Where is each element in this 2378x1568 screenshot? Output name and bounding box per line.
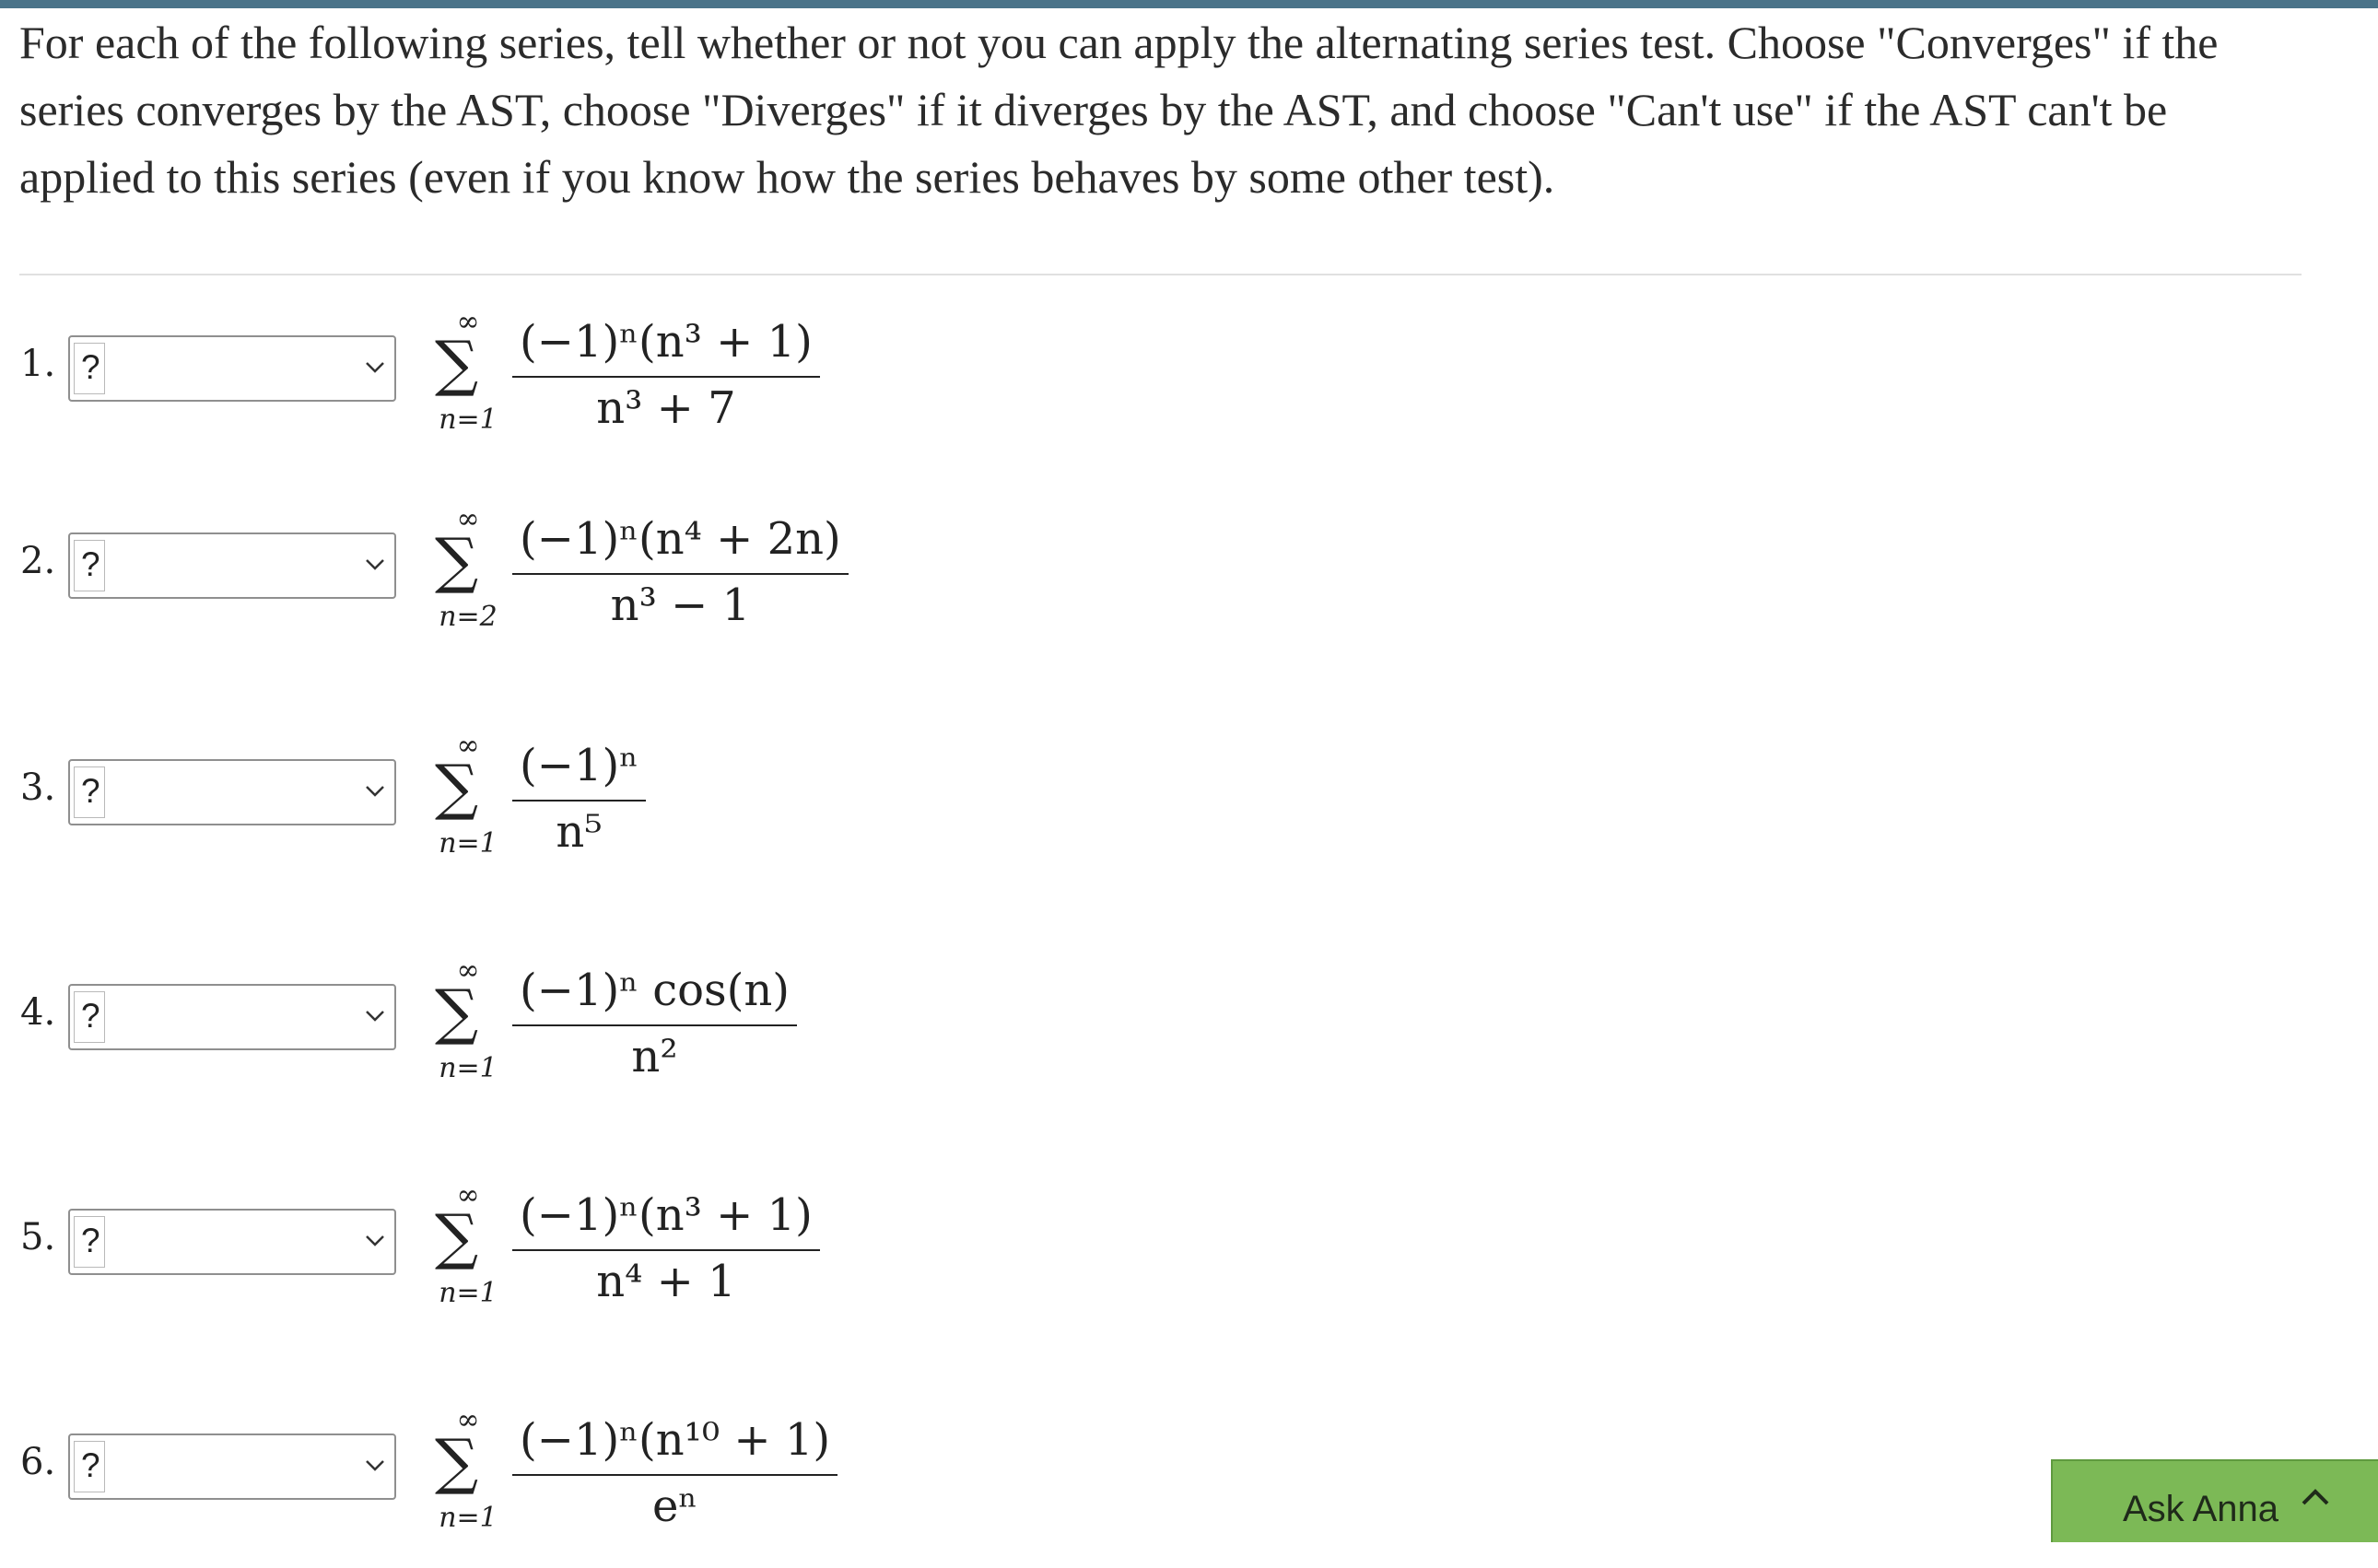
select-value: ? <box>81 997 100 1035</box>
sum-lower-limit: n=1 <box>439 404 498 436</box>
summation <box>431 728 514 894</box>
sum-lower-limit: n=1 <box>439 1277 498 1309</box>
sum-upper-limit: ∞ <box>456 503 480 535</box>
sum-upper-limit: ∞ <box>456 954 480 987</box>
problem-1 <box>0 304 921 470</box>
fraction <box>512 311 820 439</box>
problem-number: 1. <box>20 343 56 385</box>
instructions-text: For each of the following series, tell whether or not you can apply the alternating series test. Choose "Converges" if the series converges by the AST, choose "Diverges" if it diverges by the AST, and choose "Can't use" if the AST can't be applied to this series (even if you know how the series behaves by some other test). <box>19 17 2219 203</box>
denominator: n⁵ <box>556 806 603 858</box>
problem-5 <box>0 1177 921 1343</box>
answer-select-1[interactable] <box>68 335 396 402</box>
problem-number: 6. <box>20 1441 56 1483</box>
problem-3 <box>0 728 921 894</box>
problem-4 <box>0 953 921 1118</box>
chevron-down-icon <box>365 1459 385 1472</box>
numerator: (−1)ⁿ(n³ + 1) <box>520 316 813 368</box>
numerator: (−1)ⁿ <box>520 740 638 791</box>
ask-anna-label: Ask Anna <box>2123 1489 2279 1529</box>
chevron-down-icon <box>365 1010 385 1023</box>
denominator: eⁿ <box>651 1480 698 1532</box>
problem-number: 2. <box>20 540 56 582</box>
sum-upper-limit: ∞ <box>456 306 480 338</box>
numerator: (−1)ⁿ(n³ + 1) <box>520 1189 813 1241</box>
fraction <box>512 735 646 862</box>
select-value: ? <box>81 1222 100 1259</box>
chevron-down-icon <box>365 361 385 374</box>
top-accent-bar <box>0 0 2378 8</box>
chevron-down-icon <box>365 785 385 798</box>
fraction <box>512 960 797 1087</box>
select-value: ? <box>81 348 100 386</box>
problem-number: 5. <box>20 1216 56 1258</box>
answer-select-5[interactable] <box>68 1209 396 1275</box>
sigma-icon: ∑ <box>435 525 479 596</box>
denominator: n³ − 1 <box>610 579 751 631</box>
denominator: n² <box>631 1031 678 1082</box>
select-value: ? <box>81 545 100 583</box>
select-value: ? <box>81 1446 100 1484</box>
sigma-icon: ∑ <box>435 328 479 399</box>
sum-lower-limit: n=2 <box>439 601 498 633</box>
sum-upper-limit: ∞ <box>456 730 480 762</box>
answer-select-4[interactable] <box>68 984 396 1050</box>
summation <box>431 304 514 470</box>
select-value: ? <box>81 772 100 810</box>
problem-number: 3. <box>20 766 56 809</box>
sigma-icon: ∑ <box>435 1201 479 1272</box>
sum-upper-limit: ∞ <box>456 1404 480 1436</box>
problem-number: 4. <box>20 991 56 1034</box>
sum-lower-limit: n=1 <box>439 1052 498 1084</box>
divider <box>19 274 2302 275</box>
answer-select-3[interactable] <box>68 759 396 825</box>
numerator: (−1)ⁿ(n¹⁰ + 1) <box>520 1414 831 1466</box>
chevron-up-icon <box>2300 1487 2331 1507</box>
problem-2 <box>0 501 921 667</box>
numerator: (−1)ⁿ(n⁴ + 2n) <box>520 513 841 565</box>
answer-select-2[interactable] <box>68 532 396 599</box>
fraction <box>512 1410 838 1537</box>
denominator: n³ + 7 <box>596 382 736 434</box>
denominator: n⁴ + 1 <box>596 1256 736 1307</box>
sigma-icon: ∑ <box>435 1426 479 1497</box>
sum-lower-limit: n=1 <box>439 1502 498 1534</box>
ask-anna-button[interactable] <box>2051 1459 2378 1542</box>
fraction <box>512 1185 820 1312</box>
summation <box>431 1402 514 1568</box>
answer-select-6[interactable] <box>68 1433 396 1500</box>
chevron-down-icon <box>365 558 385 571</box>
sigma-icon: ∑ <box>435 977 479 1047</box>
sum-lower-limit: n=1 <box>439 827 498 860</box>
problem-6 <box>0 1402 921 1568</box>
chevron-down-icon <box>365 1235 385 1247</box>
numerator: (−1)ⁿ cos(n) <box>520 965 791 1016</box>
summation <box>431 501 514 667</box>
fraction <box>512 509 849 636</box>
summation <box>431 1177 514 1343</box>
summation <box>431 953 514 1118</box>
sum-upper-limit: ∞ <box>456 1179 480 1211</box>
sigma-icon: ∑ <box>435 752 479 823</box>
